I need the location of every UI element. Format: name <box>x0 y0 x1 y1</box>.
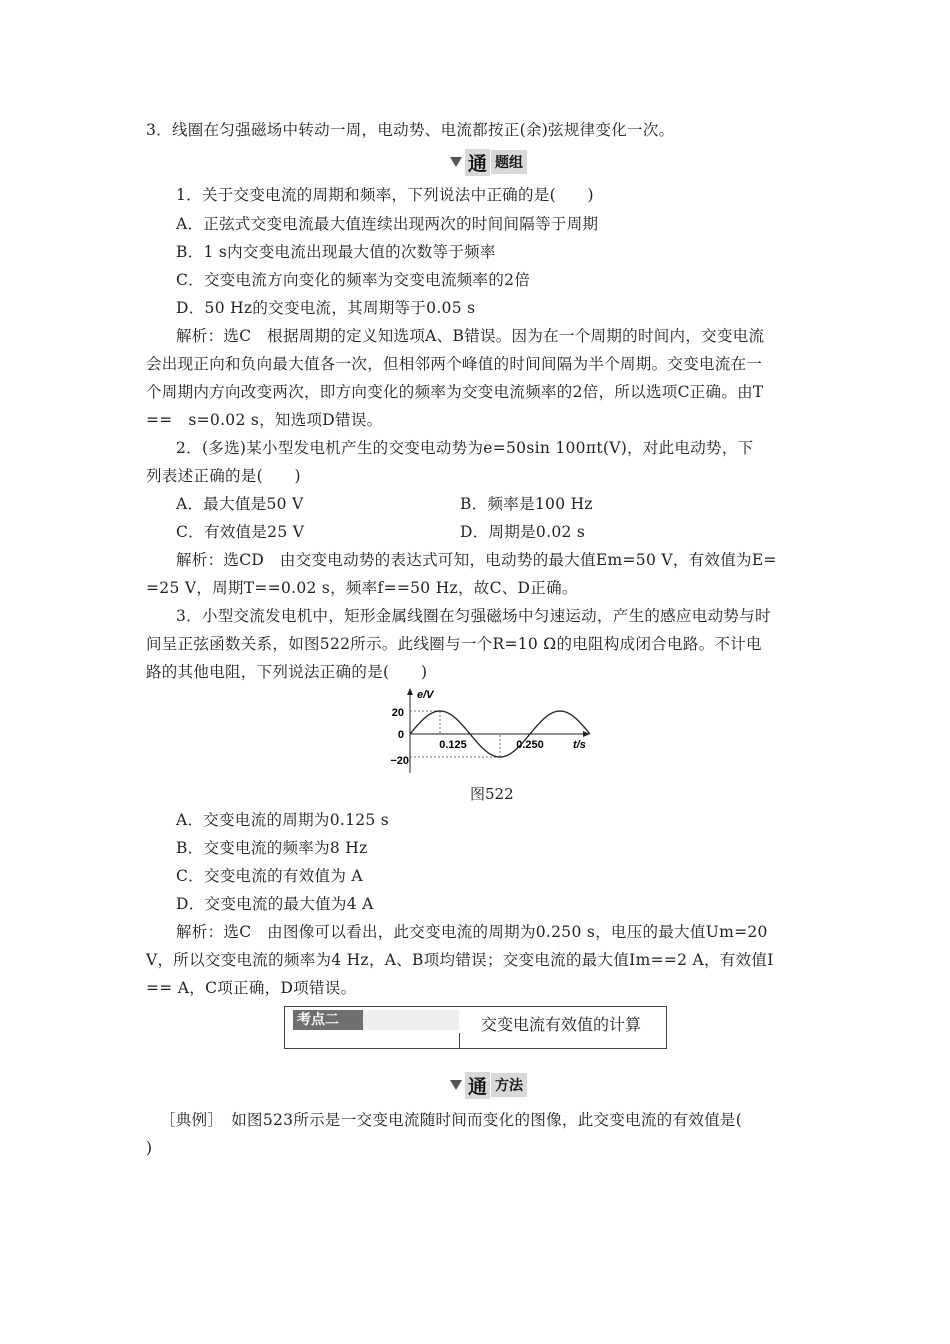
example-line: ［典例］ 如图523所示是一交变电流随时间而变化的图像，此交变电流的有效值是( <box>160 1111 743 1129</box>
option-c: C．交变电流方向变化的频率为交变电流频率的2倍 <box>176 271 531 289</box>
figure-caption: 图522 <box>470 785 514 803</box>
triangle-icon <box>450 1080 462 1090</box>
analysis-line: == s=0.02 s，知选项D错误。 <box>146 411 383 429</box>
banner-small-text: 方法 <box>491 1073 527 1097</box>
option-b: B．1 s内交变电流出现最大值的次数等于频率 <box>176 243 496 261</box>
question-2: 2．(多选)某小型发电机产生的交变电动势为e=50sin 100πt(V)，对此电动势，下 <box>176 439 754 457</box>
option-a: A．最大值是50 V <box>176 495 304 513</box>
option-a: A．正弦式交变电流最大值连续出现两次的时间间隔等于周期 <box>176 215 599 233</box>
kaodian-label: 考点二 <box>293 1010 363 1030</box>
question-3-cont: 间呈正弦函数关系，如图522所示。此线圈与一个R=10 Ω的电阻构成闭合电路。不计电 <box>146 635 762 653</box>
y-tick-20: 20 <box>391 707 404 719</box>
option-d: D．交变电流的最大值为4 A <box>176 895 374 913</box>
triangle-icon <box>450 157 462 167</box>
question-3: 3．小型交流发电机中，矩形金属线圈在匀强磁场中匀速运动，产生的感应电动势与时 <box>176 607 771 625</box>
option-c: C．交变电流的有效值为 A <box>176 867 363 885</box>
fangfa-banner <box>450 1073 527 1097</box>
kaodian-divider <box>459 1033 460 1048</box>
y-tick-0: 0 <box>397 729 404 741</box>
option-b: B．频率是100 Hz <box>460 495 593 513</box>
banner-big-char: 通 <box>465 149 490 176</box>
analysis-line: 会出现正向和负向最大值各一次，但相邻两个峰值的时间间隔为半个周期。交变电流在一 <box>146 355 763 373</box>
question-1: 1．关于交变电流的周期和频率，下列说法中正确的是( ) <box>176 186 594 204</box>
sine-figure <box>385 688 625 778</box>
analysis-line: =25 V，周期T==0.02 s，频率f==50 Hz，故C、D正确。 <box>146 579 578 597</box>
question-2-cont: 列表述正确的是( ) <box>146 467 301 485</box>
example-line-cont: ) <box>146 1139 153 1157</box>
text-line: 3．线圈在匀强磁场中转动一周，电动势、电流都按正(余)弦规律变化一次。 <box>146 121 675 139</box>
y-tick-neg20: −20 <box>390 755 409 767</box>
x-axis-label: t/s <box>573 739 586 751</box>
analysis-line: == A，C项正确，D项错误。 <box>146 979 357 997</box>
x-tick-0250: 0.250 <box>516 739 544 751</box>
analysis-line: V，所以交变电流的频率为4 Hz，A、B项均错误；交变电流的最大值Im==2 A，有效值I <box>146 951 774 969</box>
analysis-line: 个周期内方向改变两次，即方向变化的频率为交变电流频率的2倍，所以选项C正确。由T <box>146 383 764 401</box>
banner-small-text: 题组 <box>491 150 527 174</box>
tongti-banner <box>450 150 527 174</box>
y-axis-arrow <box>407 688 413 695</box>
y-axis-label: e/V <box>417 689 434 701</box>
analysis-line: 解析：选CD 由交变电动势的表达式可知，电动势的最大值Em=50 V，有效值为E= <box>176 551 777 569</box>
analysis-line: 解析：选C 由图像可以看出，此交变电流的周期为0.250 s，电压的最大值Um=20 <box>176 923 768 941</box>
option-d: D．周期是0.02 s <box>460 523 586 541</box>
question-3-cont: 路的其他电阻，下列说法正确的是( ) <box>146 663 428 681</box>
analysis-line: 解析：选C 根据周期的定义知选项A、B错误。因为在一个周期的时间内，交变电流 <box>176 327 765 345</box>
option-c: C．有效值是25 V <box>176 523 305 541</box>
banner-big-char: 通 <box>465 1072 490 1099</box>
option-b: B．交变电流的频率为8 Hz <box>176 839 368 857</box>
option-d: D．50 Hz的交变电流，其周期等于0.05 s <box>176 299 476 317</box>
x-tick-0125: 0.125 <box>439 739 467 751</box>
kaodian-title: 交变电流有效值的计算 <box>481 1015 642 1034</box>
option-a: A．交变电流的周期为0.125 s <box>176 811 390 829</box>
kaodian-box <box>284 1006 667 1049</box>
